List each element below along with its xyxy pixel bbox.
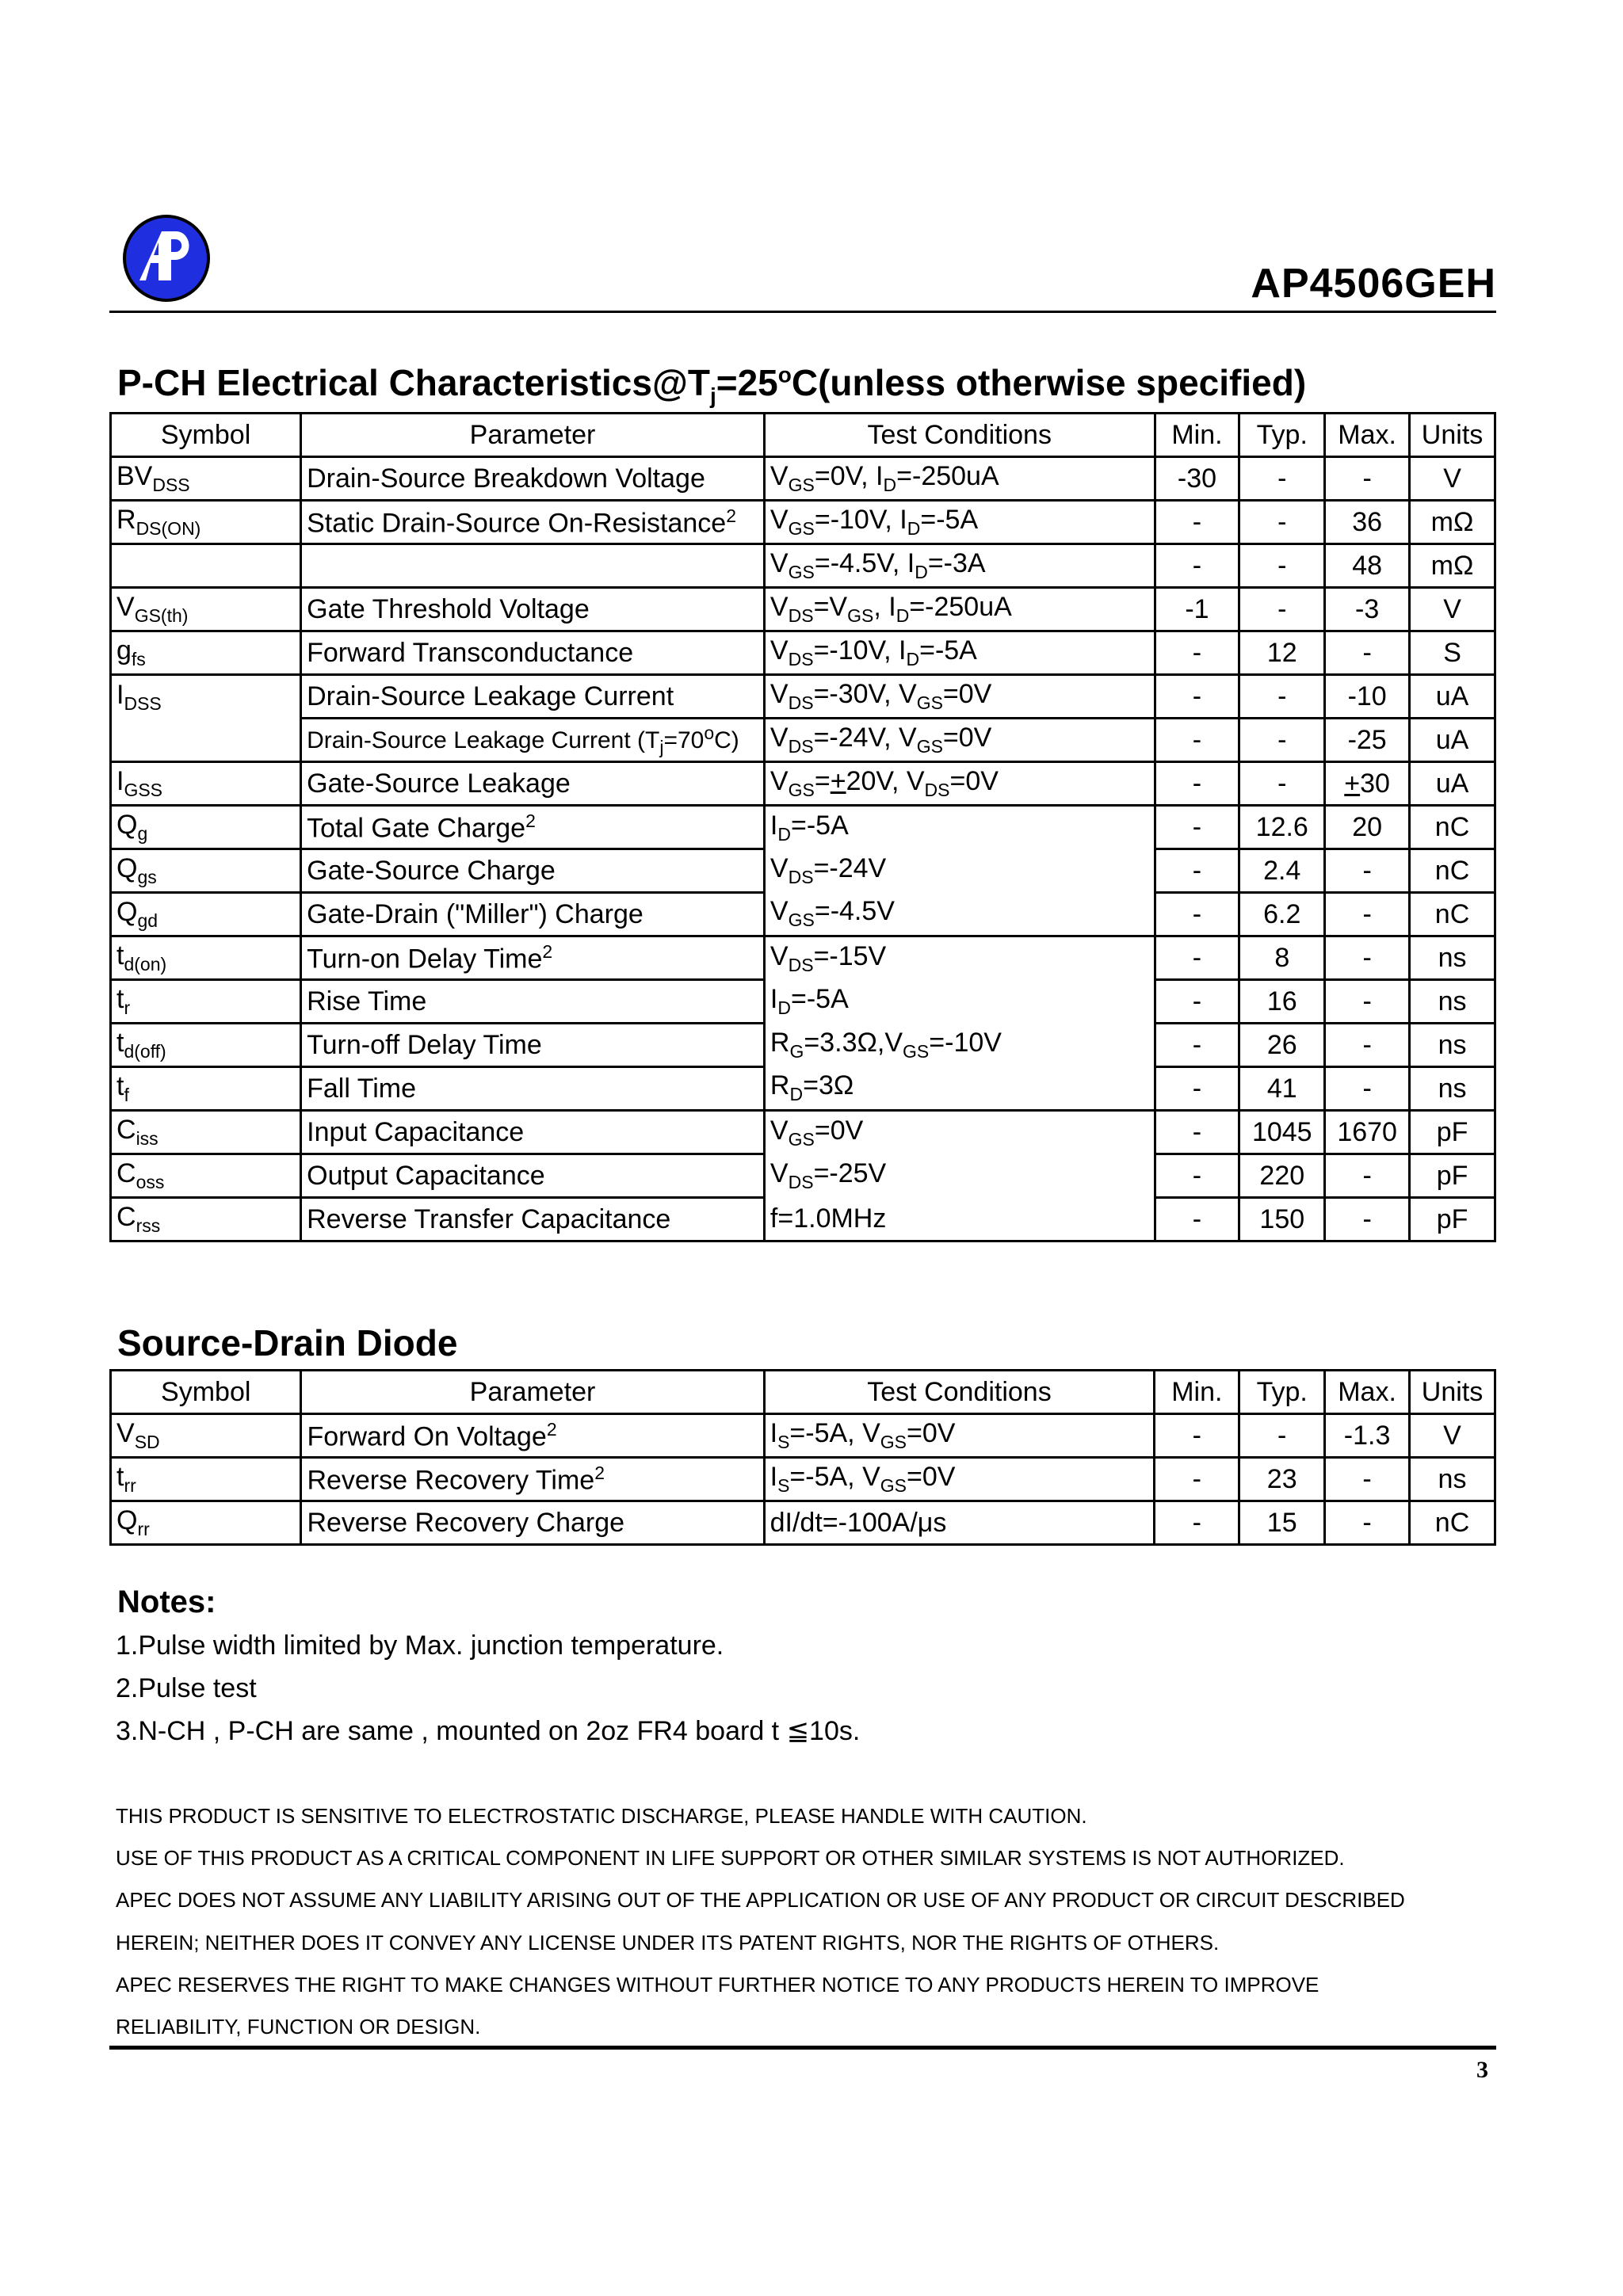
unit-cell: nC — [1410, 806, 1495, 849]
symbol-cell: $g_{fs}$ — [111, 631, 301, 675]
symbol-cell: $t_f$ — [111, 1067, 301, 1111]
typ-cell: 16 — [1239, 980, 1325, 1024]
test-condition-cell: f=1.0MHz — [764, 1198, 1155, 1241]
unit-cell: ns — [1410, 1067, 1495, 1111]
symbol-cell: $C_{rss}$ — [111, 1198, 301, 1241]
disclaimer-line: HEREIN; NEITHER DOES IT CONVEY ANY LICENSE UNDER ITS PATENT RIGHTS, NOR THE RIGHTS OF OTHERS. — [116, 1931, 1220, 1955]
symbol-cell: $I_{GSS}$ — [111, 762, 301, 806]
typ-cell: - — [1239, 544, 1325, 588]
test-condition-cell: $V_{GS}=0V$ — [764, 1111, 1155, 1154]
test-condition-cell: $V_{GS}=+20V$, $V_{DS}=0V$ — [764, 762, 1155, 806]
symbol-cell: $R_{DS(ON)}$ — [111, 501, 301, 544]
min-cell: - — [1155, 806, 1239, 849]
symbol-cell: $C_{iss}$ — [111, 1111, 301, 1154]
typ-cell: 15 — [1239, 1501, 1325, 1545]
test-condition-cell: $V_{GS}=-10V$, $I_D=-5A$ — [764, 501, 1155, 544]
unit-cell: nC — [1410, 893, 1495, 936]
test-condition-cell: $R_D=3\Omega$ — [764, 1067, 1155, 1111]
min-cell: - — [1155, 980, 1239, 1024]
unit-cell: ns — [1410, 1024, 1495, 1067]
unit-cell: uA — [1410, 762, 1495, 806]
disclaimer-line: RELIABILITY, FUNCTION OR DESIGN. — [116, 2015, 481, 2039]
typ-cell: - — [1239, 1414, 1325, 1458]
min-cell: - — [1155, 1154, 1239, 1198]
unit-cell: nC — [1410, 849, 1495, 893]
typ-cell: 41 — [1239, 1067, 1325, 1111]
max-cell: - — [1325, 1501, 1410, 1545]
column-header-max: Max. — [1325, 414, 1410, 457]
part-number: AP4506GEH — [1251, 261, 1496, 307]
parameter-cell: Forward Transconductance — [301, 631, 765, 675]
company-logo — [122, 214, 211, 303]
table-row — [111, 806, 1495, 849]
symbol-cell: $Q_{gd}$ — [111, 893, 301, 936]
unit-cell: ns — [1410, 980, 1495, 1024]
typ-cell: 8 — [1239, 936, 1325, 980]
typ-cell: - — [1239, 457, 1325, 501]
table-row — [111, 1067, 1495, 1111]
typ-cell: - — [1239, 675, 1325, 719]
symbol-cell: $t_{rr}$ — [111, 1458, 301, 1501]
unit-cell: mΩ — [1410, 501, 1495, 544]
disclaimer-line: USE OF THIS PRODUCT AS A CRITICAL COMPONENT IN LIFE SUPPORT OR OTHER SIMILAR SYSTEMS IS NOT AUTHORIZED. — [116, 1846, 1345, 1870]
max-cell: - — [1325, 1067, 1410, 1111]
unit-cell: ns — [1410, 936, 1495, 980]
parameter-cell: Gate Threshold Voltage — [301, 588, 765, 631]
max-cell: - — [1325, 457, 1410, 501]
parameter-cell: Turn-off Delay Time — [301, 1024, 765, 1067]
pch-characteristics-table — [109, 412, 1496, 1242]
test-condition-cell: $V_{DS}=-24V$ — [764, 849, 1155, 893]
parameter-cell: Total Gate Charge$^2$ — [301, 806, 765, 849]
diode-section-title: Source-Drain Diode — [117, 1322, 458, 1363]
min-cell: - — [1155, 893, 1239, 936]
max-cell: - — [1325, 980, 1410, 1024]
footer-rule — [109, 2046, 1496, 2050]
max-cell: 36 — [1325, 501, 1410, 544]
column-header-units: Units — [1410, 414, 1495, 457]
unit-cell: V — [1410, 457, 1495, 501]
test-condition-cell: $I_D=-5A$ — [764, 806, 1155, 849]
table-row — [111, 631, 1495, 675]
max-cell: 48 — [1325, 544, 1410, 588]
note-1: 1.Pulse width limited by Max. junction temperature. — [116, 1630, 724, 1661]
unit-cell: V — [1410, 588, 1495, 631]
column-header-test-conditions: Test Conditions — [764, 414, 1155, 457]
unit-cell: pF — [1410, 1154, 1495, 1198]
column-header-min: Min. — [1155, 414, 1239, 457]
column-header-symbol: Symbol — [111, 1371, 301, 1414]
page-number: 3 — [1476, 2057, 1488, 2083]
table-row — [111, 719, 1495, 762]
typ-cell: 26 — [1239, 1024, 1325, 1067]
table-row — [111, 544, 1495, 588]
table-row — [111, 457, 1495, 501]
max-cell: - — [1325, 1154, 1410, 1198]
parameter-cell: Forward On Voltage$^2$ — [301, 1414, 764, 1458]
test-condition-cell: $V_{DS}=-24V$, $V_{GS}=0V$ — [764, 719, 1155, 762]
column-header-max: Max. — [1325, 1371, 1410, 1414]
test-condition-cell: $V_{DS}=-10V$, $I_D=-5A$ — [764, 631, 1155, 675]
min-cell: - — [1155, 849, 1239, 893]
test-condition-cell: $V_{DS}=-15V$ — [764, 936, 1155, 980]
unit-cell: uA — [1410, 719, 1495, 762]
symbol-cell: $V_{SD}$ — [111, 1414, 301, 1458]
max-cell: - — [1325, 849, 1410, 893]
parameter-cell: Output Capacitance — [301, 1154, 765, 1198]
typ-cell: 12.6 — [1239, 806, 1325, 849]
parameter-cell: Gate-Source Charge — [301, 849, 765, 893]
unit-cell: pF — [1410, 1198, 1495, 1241]
parameter-cell: Turn-on Delay Time$^2$ — [301, 936, 765, 980]
table-row — [111, 1501, 1495, 1545]
table-row — [111, 980, 1495, 1024]
column-header-parameter: Parameter — [301, 414, 765, 457]
max-cell: - — [1325, 1024, 1410, 1067]
table-row — [111, 893, 1495, 936]
min-cell: - — [1155, 1458, 1239, 1501]
min-cell: - — [1155, 1111, 1239, 1154]
unit-cell: ns — [1410, 1458, 1495, 1501]
min-cell: - — [1155, 544, 1239, 588]
typ-cell: - — [1239, 762, 1325, 806]
min-cell: - — [1155, 1198, 1239, 1241]
table-row — [111, 1024, 1495, 1067]
table-row — [111, 675, 1495, 719]
symbol-cell — [111, 544, 301, 588]
unit-cell: S — [1410, 631, 1495, 675]
max-cell: - — [1325, 1458, 1410, 1501]
table-row — [111, 1198, 1495, 1241]
test-condition-cell: $I_S=-5A$, $V_{GS}=0V$ — [764, 1414, 1155, 1458]
symbol-cell: $Q_{gs}$ — [111, 849, 301, 893]
min-cell: - — [1155, 762, 1239, 806]
column-header-typ: Typ. — [1239, 1371, 1325, 1414]
notes-title: Notes: — [117, 1585, 216, 1619]
typ-cell: 1045 — [1239, 1111, 1325, 1154]
test-condition-cell: $I_S=-5A$, $V_{GS}=0V$ — [764, 1458, 1155, 1501]
symbol-cell: $t_{d(on)}$ — [111, 936, 301, 980]
parameter-cell: Static Drain-Source On-Resistance$^2$ — [301, 501, 765, 544]
symbol-cell: $V_{GS(th)}$ — [111, 588, 301, 631]
table-row — [111, 1111, 1495, 1154]
header-rule — [109, 311, 1496, 313]
symbol-cell: $t_r$ — [111, 980, 301, 1024]
min-cell: - — [1155, 501, 1239, 544]
min-cell: - — [1155, 1067, 1239, 1111]
test-condition-cell: $V_{GS}=-4.5V$, $I_D=-3A$ — [764, 544, 1155, 588]
symbol-cell: $BV_{DSS}$ — [111, 457, 301, 501]
parameter-cell: Drain-Source Breakdown Voltage — [301, 457, 765, 501]
unit-cell: pF — [1410, 1111, 1495, 1154]
max-cell: +30 — [1325, 762, 1410, 806]
max-cell: -1.3 — [1325, 1414, 1410, 1458]
symbol-cell: $C_{oss}$ — [111, 1154, 301, 1198]
typ-cell: - — [1239, 719, 1325, 762]
pch-section-title: P-CH Electrical $Characteristics@T_j=25^oC(unless$ otherwise specified) — [117, 362, 1307, 409]
min-cell: - — [1155, 719, 1239, 762]
table-row — [111, 1414, 1495, 1458]
min-cell: - — [1155, 1414, 1239, 1458]
symbol-cell: $t_{d(off)}$ — [111, 1024, 301, 1067]
table-header-row — [111, 414, 1495, 457]
table-row — [111, 762, 1495, 806]
column-header-parameter: Parameter — [301, 1371, 764, 1414]
min-cell: - — [1155, 1024, 1239, 1067]
test-condition-cell: $V_{GS}=-4.5V$ — [764, 893, 1155, 936]
table-row — [111, 501, 1495, 544]
max-cell: 20 — [1325, 806, 1410, 849]
test-condition-cell: $R_G=3.3\Omega,V_{GS}=-10V$ — [764, 1024, 1155, 1067]
symbol-cell: $Q_g$ — [111, 806, 301, 849]
parameter-cell: Reverse Transfer Capacitance — [301, 1198, 765, 1241]
column-header-units: Units — [1410, 1371, 1495, 1414]
test-condition-cell: $V_{DS}=-25V$ — [764, 1154, 1155, 1198]
typ-cell: 12 — [1239, 631, 1325, 675]
parameter-cell: Fall Time — [301, 1067, 765, 1111]
note-2: 2.Pulse test — [116, 1673, 257, 1703]
table-row — [111, 849, 1495, 893]
typ-cell: 23 — [1239, 1458, 1325, 1501]
symbol-cell: $I_{DSS}$ — [111, 675, 301, 719]
note-3: 3.N-CH , P-CH are same , mounted on 2oz FR4 board t ≦10s. — [116, 1716, 861, 1746]
parameter-cell: Rise Time — [301, 980, 765, 1024]
parameter-cell: Gate-Drain ("Miller") Charge — [301, 893, 765, 936]
table-row — [111, 1154, 1495, 1198]
test-condition-cell: $I_D=-5A$ — [764, 980, 1155, 1024]
typ-cell: 6.2 — [1239, 893, 1325, 936]
symbol-cell — [111, 719, 301, 762]
test-condition-cell: $V_{DS}=V_{GS}$, $I_D=-250uA$ — [764, 588, 1155, 631]
max-cell: -25 — [1325, 719, 1410, 762]
column-header-test-conditions: Test Conditions — [764, 1371, 1155, 1414]
min-cell: - — [1155, 1501, 1239, 1545]
typ-cell: 2.4 — [1239, 849, 1325, 893]
max-cell: - — [1325, 936, 1410, 980]
typ-cell: 220 — [1239, 1154, 1325, 1198]
typ-cell: - — [1239, 501, 1325, 544]
typ-cell: - — [1239, 588, 1325, 631]
max-cell: 1670 — [1325, 1111, 1410, 1154]
max-cell: -3 — [1325, 588, 1410, 631]
max-cell: - — [1325, 893, 1410, 936]
unit-cell: V — [1410, 1414, 1495, 1458]
min-cell: - — [1155, 675, 1239, 719]
table-row — [111, 936, 1495, 980]
unit-cell: uA — [1410, 675, 1495, 719]
unit-cell: nC — [1410, 1501, 1495, 1545]
test-condition-cell: dI/dt=-100A/μs — [764, 1501, 1155, 1545]
max-cell: - — [1325, 1198, 1410, 1241]
test-condition-cell: $V_{GS}=0V$, $I_D=-250uA$ — [764, 457, 1155, 501]
disclaimer-line: APEC DOES NOT ASSUME ANY LIABILITY ARISING OUT OF THE APPLICATION OR USE OF ANY PRODUCT OR CIRCUIT DESCRIBED — [116, 1888, 1405, 1912]
disclaimer-line: THIS PRODUCT IS SENSITIVE TO ELECTROSTATIC DISCHARGE, PLEASE HANDLE WITH CAUTION. — [116, 1804, 1087, 1828]
typ-cell: 150 — [1239, 1198, 1325, 1241]
max-cell: - — [1325, 631, 1410, 675]
test-condition-cell: $V_{DS}=-30V$, $V_{GS}=0V$ — [764, 675, 1155, 719]
parameter-cell — [301, 544, 765, 588]
min-cell: - — [1155, 936, 1239, 980]
parameter-cell: Drain-Source Leakage Current — [301, 675, 765, 719]
table-header-row — [111, 1371, 1495, 1414]
parameter-cell: Input Capacitance — [301, 1111, 765, 1154]
column-header-min: Min. — [1155, 1371, 1239, 1414]
table-row — [111, 1458, 1495, 1501]
min-cell: - — [1155, 631, 1239, 675]
unit-cell: mΩ — [1410, 544, 1495, 588]
min-cell: -30 — [1155, 457, 1239, 501]
column-header-typ: Typ. — [1239, 414, 1325, 457]
parameter-cell: Drain-Source Leakage Current $(T_j=70^oC)$ — [301, 719, 765, 762]
column-header-symbol: Symbol — [111, 414, 301, 457]
max-cell: -10 — [1325, 675, 1410, 719]
parameter-cell: Gate-Source Leakage — [301, 762, 765, 806]
parameter-cell: Reverse Recovery Time$^2$ — [301, 1458, 764, 1501]
diode-characteristics-table — [109, 1369, 1496, 1546]
parameter-cell: Reverse Recovery Charge — [301, 1501, 764, 1545]
symbol-cell: $Q_{rr}$ — [111, 1501, 301, 1545]
table-row — [111, 588, 1495, 631]
disclaimer-line: APEC RESERVES THE RIGHT TO MAKE CHANGES WITHOUT FURTHER NOTICE TO ANY PRODUCTS HEREIN TO IMPROVE — [116, 1973, 1319, 1997]
min-cell: -1 — [1155, 588, 1239, 631]
